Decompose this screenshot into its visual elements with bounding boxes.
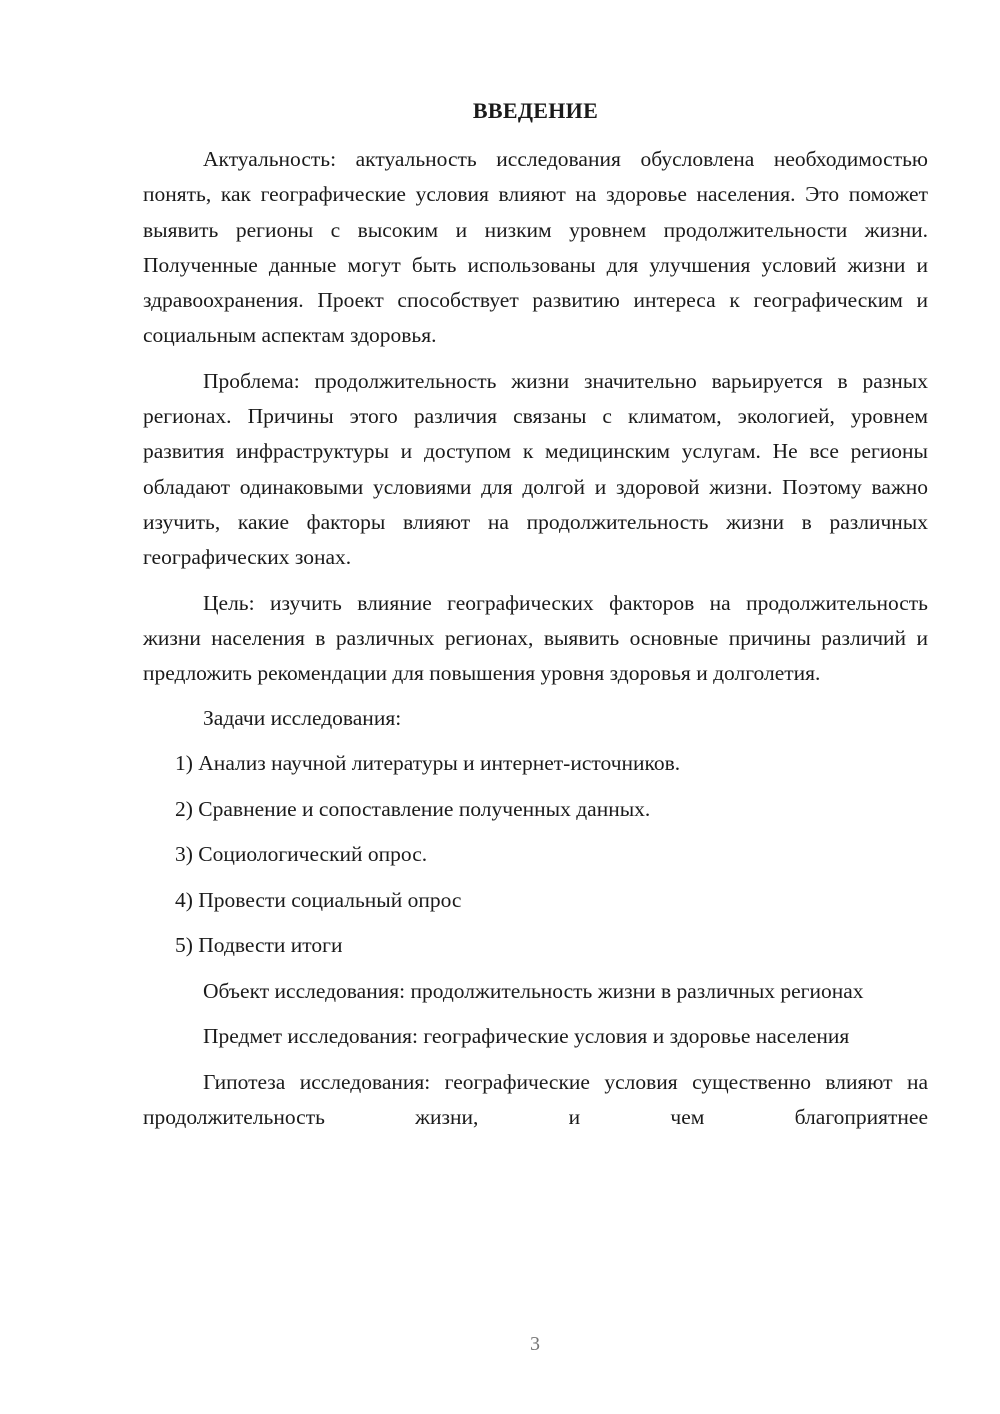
task-item: 3) Социологический опрос. — [175, 842, 428, 867]
task-item: 1) Анализ научной литературы и интернет-источников. — [175, 751, 681, 776]
object-paragraph: Объект исследования: продолжительность жизни в различных регионах — [203, 978, 864, 1003]
hypothesis-paragraph: Гипотеза исследования: географические условия существенно влияют на продолжительность жизни, и чем благоприятнее — [143, 1069, 928, 1129]
document-page — [143, 96, 928, 1145]
task-item: 5) Подвести итоги — [175, 933, 343, 958]
tasks-title: Задачи исследования: — [203, 706, 402, 731]
goal-paragraph: Цель: изучить влияние географических факторов на продолжительность жизни населения в различных регионах, выявить основные причины различий и предложить рекомендации для повышения уровня здоровья и долголетия. — [143, 590, 928, 686]
tasks-list — [143, 746, 928, 963]
actuality-paragraph: Актуальность: актуальность исследования обусловлена необходимостью понять, как географические условия влияют на здоровье населения. Это поможет выявить регионы с высоким и низким уровнем продолжительности жизни. Полученные данные могут быть использованы для улучшения условий жизни и здравоохранения. Проект способствует развитию интереса к географическим и социальным аспектам здоровья. — [143, 147, 928, 348]
page-number: 3 — [530, 1333, 540, 1355]
section-heading: ВВЕДЕНИЕ — [472, 98, 599, 123]
problem-paragraph: Проблема: продолжительность жизни значительно варьируется в разных регионах. Причины этого различия связаны с климатом, экологией, уровнем развития инфраструктуры и доступом к медицинским услугам. Не все регионы обладают одинаковыми условиями для долгой и здоровой жизни. Поэтому важно изучить, какие факторы влияют на продолжительность жизни в различных географических зонах. — [143, 368, 928, 570]
task-item: 4) Провести социальный опрос — [175, 887, 462, 912]
subject-paragraph: Предмет исследования: географические условия и здоровье населения — [203, 1024, 850, 1049]
task-item: 2) Сравнение и сопоставление полученных данных. — [175, 796, 651, 821]
